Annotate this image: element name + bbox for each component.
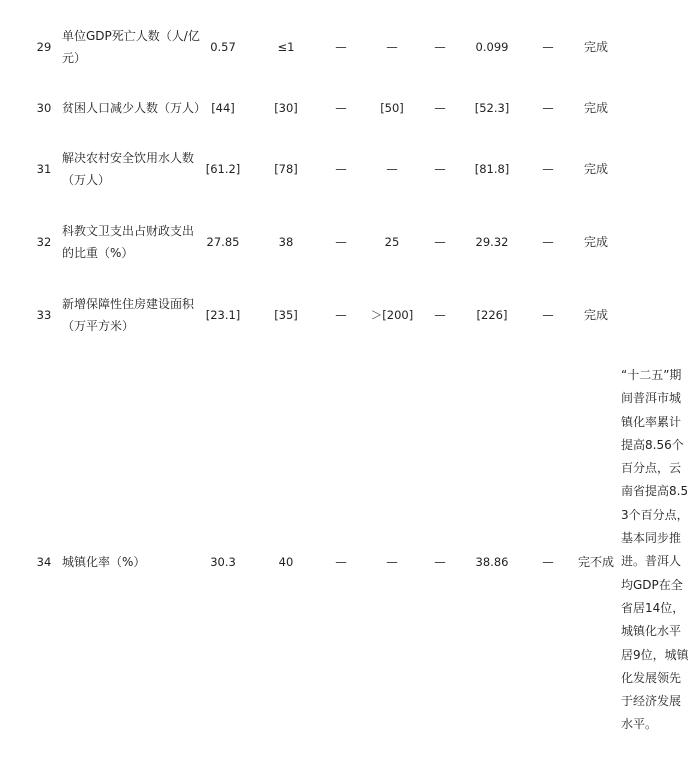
value-col-4: — — [386, 555, 398, 569]
table-row — [0, 364, 696, 760]
value-col-3: — — [335, 40, 347, 54]
value-col-1: 0.57 — [210, 40, 236, 54]
status: 完成 — [583, 101, 608, 115]
value-col-7: — — [542, 555, 554, 569]
value-col-3: — — [335, 101, 347, 115]
status: 完不成 — [577, 555, 614, 569]
value-col-6: 0.099 — [475, 40, 509, 54]
value-col-7: — — [542, 101, 554, 115]
value-col-6: [226] — [476, 308, 508, 322]
table-row — [0, 146, 696, 192]
table-row — [0, 94, 696, 122]
value-col-6: 38.86 — [475, 555, 509, 569]
value-col-5: — — [434, 162, 446, 176]
value-col-5: — — [434, 101, 446, 115]
value-col-4: — — [386, 162, 398, 176]
value-col-2: [78] — [274, 162, 298, 176]
indicator-name: 解决农村安全饮用水人数（万人） — [62, 151, 195, 187]
row-number: 32 — [36, 235, 52, 249]
table-row — [0, 218, 696, 266]
table-row — [0, 292, 696, 338]
indicator-name: 城镇化率（%） — [62, 555, 146, 569]
value-col-2: 38 — [278, 235, 294, 249]
table-row — [0, 22, 696, 72]
value-col-4: — — [386, 40, 398, 54]
value-col-7: — — [542, 162, 554, 176]
row-number: 31 — [36, 162, 52, 176]
indicator-name: 贫困人口减少人数（万人） — [62, 101, 207, 115]
status: 完成 — [583, 162, 608, 176]
status: 完成 — [583, 235, 608, 249]
value-col-6: [81.8] — [474, 162, 510, 176]
row-number: 33 — [36, 308, 52, 322]
value-col-5: — — [434, 235, 446, 249]
value-col-4: [50] — [380, 101, 404, 115]
value-col-3: — — [335, 162, 347, 176]
value-col-4: 25 — [384, 235, 400, 249]
value-col-5: — — [434, 555, 446, 569]
row-number: 30 — [36, 101, 52, 115]
indicator-name: 单位GDP死亡人数（人/亿元） — [62, 29, 200, 65]
value-col-7: — — [542, 40, 554, 54]
value-col-7: — — [542, 308, 554, 322]
row-number: 29 — [36, 40, 52, 54]
indicator-name: 新增保障性住房建设面积（万平方米） — [62, 297, 195, 333]
value-col-6: [52.3] — [474, 101, 510, 115]
value-col-7: — — [542, 235, 554, 249]
value-col-2: [30] — [274, 101, 298, 115]
value-col-2: [35] — [274, 308, 298, 322]
value-col-1: 27.85 — [206, 235, 240, 249]
value-col-3: — — [335, 308, 347, 322]
value-col-2: 40 — [278, 555, 294, 569]
value-col-1: [44] — [211, 101, 235, 115]
value-col-5: — — [434, 40, 446, 54]
value-col-3: — — [335, 235, 347, 249]
status: 完成 — [583, 40, 608, 54]
status: 完成 — [583, 308, 608, 322]
remark-note: “十二五”期间普洱市城镇化率累计提高8.56个百分点，云南省提高8.53个百分点，基本同步推进。普洱人均GDP在全省居14位，城镇化水平居9位，城镇化发展领先于经济发展水平。 — [621, 368, 689, 732]
value-col-3: — — [335, 555, 347, 569]
value-col-1: 30.3 — [210, 555, 236, 569]
value-col-1: [61.2] — [205, 162, 241, 176]
value-col-4: ＞[200] — [370, 308, 414, 322]
row-number: 34 — [36, 555, 52, 569]
value-col-1: [23.1] — [205, 308, 241, 322]
indicator-name: 科教文卫支出占财政支出的比重（%） — [62, 224, 195, 260]
value-col-6: 29.32 — [475, 235, 509, 249]
value-col-5: — — [434, 308, 446, 322]
value-col-2: ≤1 — [277, 40, 295, 54]
